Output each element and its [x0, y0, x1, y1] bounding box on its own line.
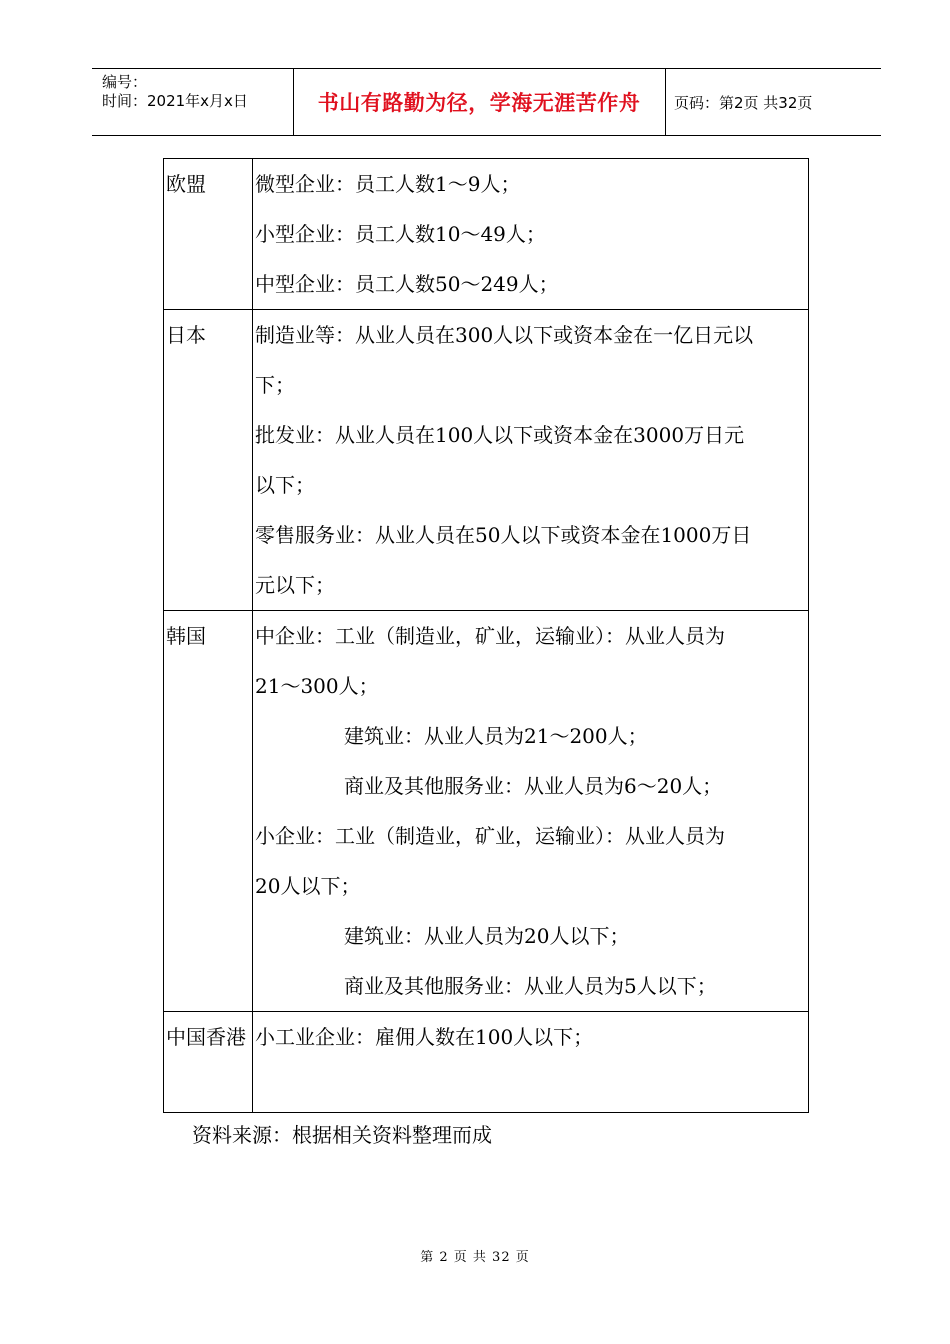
criteria-line: 建筑业：从业人员为21～200人；	[344, 724, 648, 748]
criteria-cell	[253, 159, 809, 310]
criteria-line: 下；	[255, 373, 295, 397]
criteria-line: 中企业：工业（制造业，矿业，运输业）：从业人员为	[255, 624, 725, 648]
criteria-line: 商业及其他服务业：从业人员为5人以下；	[344, 974, 717, 998]
table-row	[164, 1012, 809, 1113]
criteria-line: 元以下；	[255, 573, 335, 597]
page-footer: 第 2 页 共 32 页	[420, 1250, 530, 1265]
page-header	[92, 68, 881, 136]
criteria-cell	[253, 611, 809, 1012]
criteria-line: 以下；	[255, 473, 315, 497]
country-cell: 中国香港	[164, 1012, 253, 1113]
table-row	[164, 611, 809, 1012]
table-row	[164, 159, 809, 310]
source-note: 资料来源：根据相关资料整理而成	[192, 1123, 492, 1147]
criteria-line: 批发业：从业人员在100人以下或资本金在3000万日元	[255, 423, 745, 447]
criteria-cell	[253, 310, 809, 611]
criteria-line: 商业及其他服务业：从业人员为6～20人；	[344, 774, 723, 798]
criteria-line: 制造业等：从业人员在300人以下或资本金在一亿日元以	[255, 323, 754, 347]
criteria-line	[255, 1062, 808, 1112]
document-time-label: 时间：2021年x月x日	[102, 92, 248, 110]
criteria-line: 小企业：工业（制造业，矿业，运输业）：从业人员为	[255, 824, 725, 848]
criteria-line: 微型企业：员工人数1～9人；	[255, 172, 521, 196]
criteria-line: 建筑业：从业人员为20人以下；	[344, 924, 630, 948]
criteria-line: 小工业企业：雇佣人数在100人以下；	[255, 1025, 594, 1049]
criteria-line: 中型企业：员工人数50～249人；	[255, 272, 559, 296]
document-number-label: 编号：	[102, 73, 148, 91]
criteria-line: 小型企业：员工人数10～49人；	[255, 222, 546, 246]
criteria-line: 零售服务业：从业人员在50人以下或资本金在1000万日	[255, 523, 752, 547]
country-cell: 欧盟	[164, 159, 253, 310]
criteria-cell	[253, 1012, 809, 1113]
header-meta	[92, 69, 294, 135]
criteria-line: 21～300人；	[255, 674, 379, 698]
sme-definition-table	[163, 158, 809, 1113]
criteria-line: 20人以下；	[255, 874, 361, 898]
header-page-number: 页码：第2页 共32页	[674, 93, 813, 112]
country-cell: 韩国	[164, 611, 253, 1012]
country-cell: 日本	[164, 310, 253, 611]
header-motto: 书山有路勤为径，学海无涯苦作舟	[293, 69, 666, 135]
table-row	[164, 310, 809, 611]
